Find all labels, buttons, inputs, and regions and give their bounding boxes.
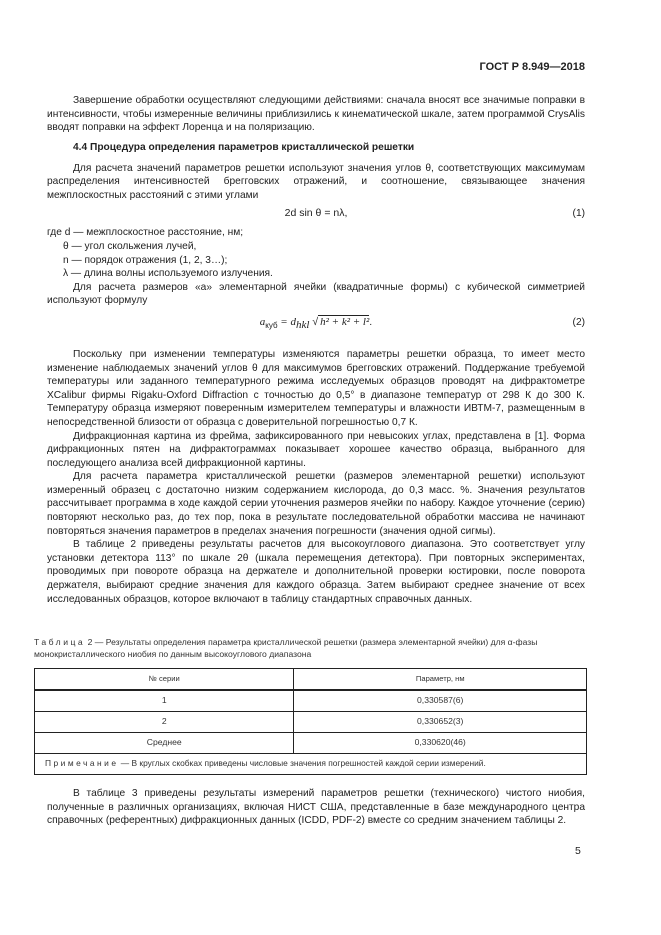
- intro-paragraph: [47, 94, 585, 135]
- definition-item: [47, 254, 585, 268]
- paragraph: Завершение обработки осуществляют следующими действиями: сначала вносят все значимые поправки в интенсивности, чтобы измеренные величины приблизились к кинематической шкале, затем программой CrysAlis вводят поправки на эффект Лоренца и на поляризацию.: [47, 95, 585, 134]
- column-header: Параметр, нм: [294, 669, 587, 691]
- equation-2: [47, 316, 585, 338]
- eq-mid-sub: hkl: [295, 319, 310, 332]
- table-row: [35, 690, 587, 712]
- symbol: где d: [47, 227, 71, 239]
- eq-end: .: [369, 315, 373, 328]
- symbol: θ: [63, 240, 69, 252]
- paragraph: В таблице 3 приведены результаты измерений параметров решетки (технического) чистого ниобия, полученные в различных организациях, включая НИСТ США, представленные в базе международного центра справочных (референтных) дифракционных данных (ICDD, PDF-2) вместе со средним значением таблицы 2.: [47, 788, 585, 827]
- table-header-row: [35, 669, 587, 691]
- cell: 0,330587(6): [294, 690, 587, 712]
- paragraph: В таблице 2 приведены результаты расчетов для высокоуглового диапазона. Это соответствует углу установки детектора 113° по шкале 2θ (шкала перемещения детектора). При повторных экспериментах, проводимых при повороте образца на держателе и дополнительной проверки юстировки, после поворота держателя, выбирают средние значения для каждого образца. Затем выбирают среднее значение от всех исследованных образцов, которое включают в таблицу стандартных справочных данных.: [47, 539, 585, 605]
- equation-number: (2): [572, 316, 585, 328]
- note-label: Примечание: [45, 758, 119, 769]
- definition: — длина волны используемого излучения.: [68, 268, 273, 280]
- equation-formula: $a_{куб} = d_{hkl}$ √ h² + k² + l².: [259, 315, 373, 332]
- document-header: ГОСТ Р 8.949—2018: [479, 61, 585, 73]
- table-row: [35, 733, 587, 754]
- note-text: — В круглых скобках приведены числовые значения погрешностей каждой серии измерений.: [118, 758, 486, 769]
- eq-lhs-sub: куб: [265, 321, 278, 331]
- results-table: [34, 668, 587, 775]
- table-note-row: [35, 754, 587, 775]
- eq-lhs: a: [259, 315, 266, 328]
- final-paragraph: [47, 787, 585, 828]
- cell: 2: [35, 712, 294, 733]
- equation-number: (1): [572, 208, 585, 220]
- definition: — угол скольжения лучей,: [68, 240, 197, 252]
- definition-item: [47, 226, 585, 240]
- column-header: № серии: [35, 669, 294, 691]
- symbol-definitions: [47, 226, 585, 280]
- cell: 0,330620(46): [294, 733, 587, 754]
- definition-item: [47, 240, 585, 254]
- paragraph: Для расчета параметра кристаллической решетки (размеров элементарной решетки) используют измеренный образец с достаточно низким содержанием кислорода, до 0,3 масс. %. Значения результатов рассчитывает программа в ходе каждой серии уточнения размеров ячейки по набору. Каждое уточнение (серию) повторяют несколько раз, до тех пор, пока в результате последовательной обработки массива не начинают повторяться значения параметров в пределах значения погрешности (значения одной сигмы).: [47, 471, 585, 537]
- symbol: λ: [63, 268, 69, 280]
- table-note: [35, 754, 587, 775]
- section-4-4: [47, 141, 585, 606]
- eq-root: h² + k² + l²: [320, 315, 370, 328]
- page-number: 5: [575, 845, 581, 857]
- paragraph: Дифракционная картина из фрейма, зафиксированного при невысоких углах, представлена в [1]. Форма дифракционных пятен на дифрактограммах показывает хорошее качество образца, выбранного для последующего анализа всей дифракционной картины.: [47, 430, 585, 469]
- symbol: n: [63, 254, 69, 266]
- equation-formula: 2d sin θ = nλ,: [284, 207, 348, 220]
- section-heading: 4.4 Процедура определения параметров кристаллической решетки: [73, 142, 415, 153]
- definition-item: [47, 267, 585, 281]
- definition: — межплоскостное расстояние, нм;: [70, 227, 244, 239]
- cell: 1: [35, 690, 294, 712]
- equation-1: [47, 207, 585, 223]
- eq-mid: = d: [277, 315, 296, 328]
- paragraph: Для расчета значений параметров решетки используют значения углов θ, соответствующих максимумам распределения интенсивностей брегговских отражений, и соотношение, связывающее значения межплоскостных расстояний с этими углами: [47, 162, 585, 201]
- definition: — порядок отражения (1, 2, 3…);: [68, 254, 228, 266]
- paragraph: Поскольку при изменении температуры изменяются параметры решетки образца, то имеет место изменение наблюдаемых значений углов θ для максимумов брегговских отражений. Поддержание требуемой температуры или заданного температурного режима исследуемых образцов проводят на дифрактометре XCalibur фирмы Rigaku-Oxford Diffraction с точностью до 0,5° в диапазоне температур от 298 К до 300 К. Температуру образца измеряют поверенным измерителем температуры и влажности ИВТМ-7, размещенным в непосредственной близости от образца с доверительной погрешностью 0,7 К.: [47, 348, 585, 428]
- caption-label: Таблица: [34, 637, 86, 647]
- cell: 0,330652(3): [294, 712, 587, 733]
- paragraph: Для расчета размеров «а» элементарной ячейки (квадратичные формы) с кубической симметрией используют формулу: [47, 281, 585, 307]
- caption-text: 2 — Результаты определения параметра кристаллической решетки (размера элементарной ячейки) для α-фазы монокристаллического ниобия по данным высокоуглового диапазона: [34, 637, 538, 659]
- table-caption: [34, 636, 587, 660]
- cell: Среднее: [35, 733, 294, 754]
- table-row: [35, 712, 587, 733]
